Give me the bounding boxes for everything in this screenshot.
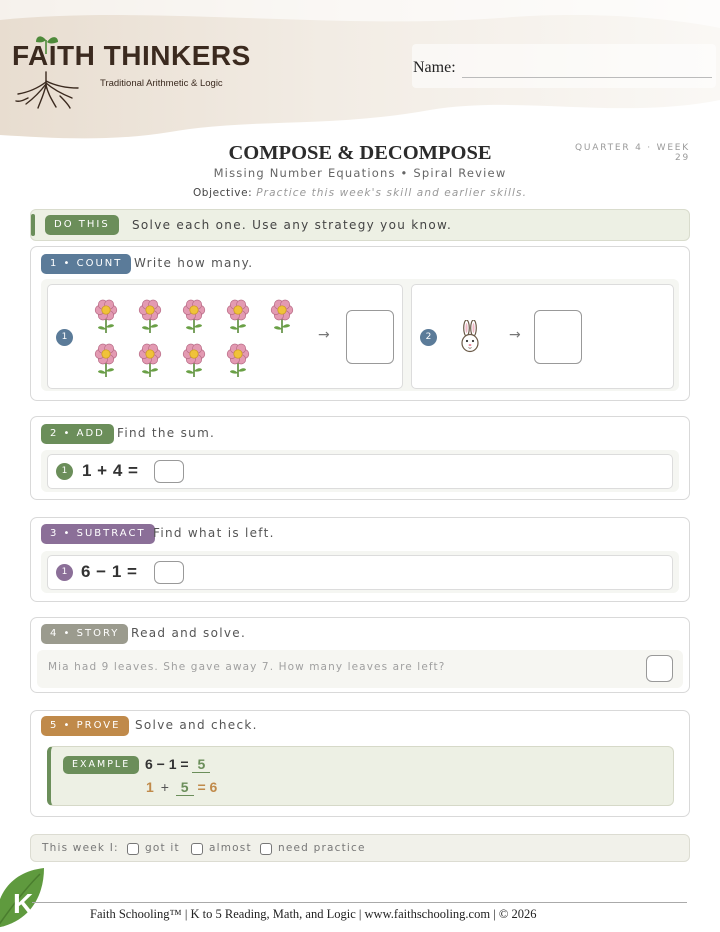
example-line-1: [145, 756, 210, 773]
story-pill: 4 • STORY: [41, 624, 128, 644]
flower-icon: [224, 299, 252, 335]
flower-icon: [224, 343, 252, 379]
almost-checkbox[interactable]: [191, 843, 203, 855]
example-total: = 6: [197, 779, 218, 795]
footer-text: Faith Schooling™ | K to 5 Reading, Math, and Logic | www.faithschooling.com | © 2026: [90, 907, 537, 921]
self-check-label: This week I:: [42, 842, 119, 854]
example-answer: 5: [192, 756, 210, 773]
section-count: [30, 246, 690, 401]
k-leaf-logo-icon: [0, 866, 50, 932]
objective-label: Objective:: [192, 187, 253, 199]
story-instruction: Read and solve.: [131, 626, 247, 640]
story-answer-box[interactable]: [646, 655, 673, 682]
section-prove: [30, 710, 690, 817]
example-block: [47, 746, 674, 806]
add-item-1: [47, 454, 673, 489]
subtract-pill: 3 • SUBTRACT: [41, 524, 155, 544]
do-this-pill: DO THIS: [45, 215, 119, 235]
self-check-bar: [30, 834, 690, 862]
arrow-icon: →: [509, 327, 521, 343]
example-check-answer: 5: [176, 779, 194, 796]
count-instruction: Write how many.: [134, 256, 254, 270]
name-input-line[interactable]: [462, 77, 712, 78]
count-item-1: [47, 284, 403, 389]
add-answer-box[interactable]: [154, 460, 184, 483]
add-equation: 1 + 4 =: [82, 461, 139, 480]
count-pill: 1 • COUNT: [41, 254, 131, 274]
subtract-item-number: 1: [56, 564, 73, 581]
flower-icon: [92, 299, 120, 335]
count-answer-box-1[interactable]: [346, 310, 394, 364]
flower-icon: [180, 343, 208, 379]
example-addend: 1: [146, 779, 154, 795]
subtract-answer-box[interactable]: [154, 561, 184, 584]
section-story: [30, 617, 690, 693]
arrow-icon: →: [318, 327, 330, 343]
need-practice-label: need practice: [278, 842, 366, 854]
page-subtitle: Missing Number Equations • Spiral Review: [213, 166, 507, 180]
flower-icon: [92, 343, 120, 379]
example-equation: 6 − 1 =: [145, 756, 189, 772]
bunny-icon: [458, 320, 482, 354]
got-it-label: got it: [145, 842, 180, 854]
banner-text: Solve each one. Use any strategy you know.: [132, 218, 453, 232]
story-text: Mia had 9 leaves. She gave away 7. How many leaves are left?: [48, 661, 446, 673]
add-items-area: [41, 450, 679, 492]
flower-icon: [268, 299, 296, 335]
add-pill: 2 • ADD: [41, 424, 114, 444]
section-subtract: [30, 517, 690, 602]
page-title: COMPOSE & DECOMPOSE: [228, 142, 492, 164]
name-label: Name:: [413, 59, 456, 76]
name-field-background: [412, 44, 716, 88]
prove-pill: 5 • PROVE: [41, 716, 129, 736]
example-pill: EXAMPLE: [63, 756, 139, 774]
svg-text:K: K: [13, 888, 34, 919]
footer-divider: [32, 902, 687, 903]
brand-logo: [8, 30, 251, 110]
objective: [0, 187, 720, 199]
count-items-area: [41, 279, 679, 391]
brand-name: FAITH THINKERS: [12, 40, 251, 71]
count-item-number: 1: [56, 329, 73, 346]
example-line-2: [146, 779, 217, 796]
need-practice-checkbox[interactable]: [260, 843, 272, 855]
objective-text: Practice this week's skill and earlier skills.: [256, 187, 528, 199]
subtract-instruction: Find what is left.: [153, 526, 275, 540]
subtract-items-area: [41, 551, 679, 593]
add-instruction: Find the sum.: [117, 426, 216, 440]
example-plus: +: [160, 779, 169, 795]
prove-instruction: Solve and check.: [135, 718, 258, 732]
count-answer-box-2[interactable]: [534, 310, 582, 364]
subtract-item-1: [47, 555, 673, 590]
flower-icon: [136, 299, 164, 335]
section-add: [30, 416, 690, 500]
add-item-number: 1: [56, 463, 73, 480]
flower-icon: [136, 343, 164, 379]
quarter-week-label: QUARTER 4 · WEEK 29: [574, 143, 690, 163]
instructions-banner: [30, 209, 690, 241]
brand-tagline: Traditional Arithmetic & Logic: [100, 78, 223, 89]
subtract-equation: 6 − 1 =: [81, 562, 138, 581]
almost-label: almost: [209, 842, 252, 854]
count-item-number: 2: [420, 329, 437, 346]
banner-accent: [31, 214, 35, 236]
flower-icon: [180, 299, 208, 335]
count-item-2: [411, 284, 674, 389]
got-it-checkbox[interactable]: [127, 843, 139, 855]
